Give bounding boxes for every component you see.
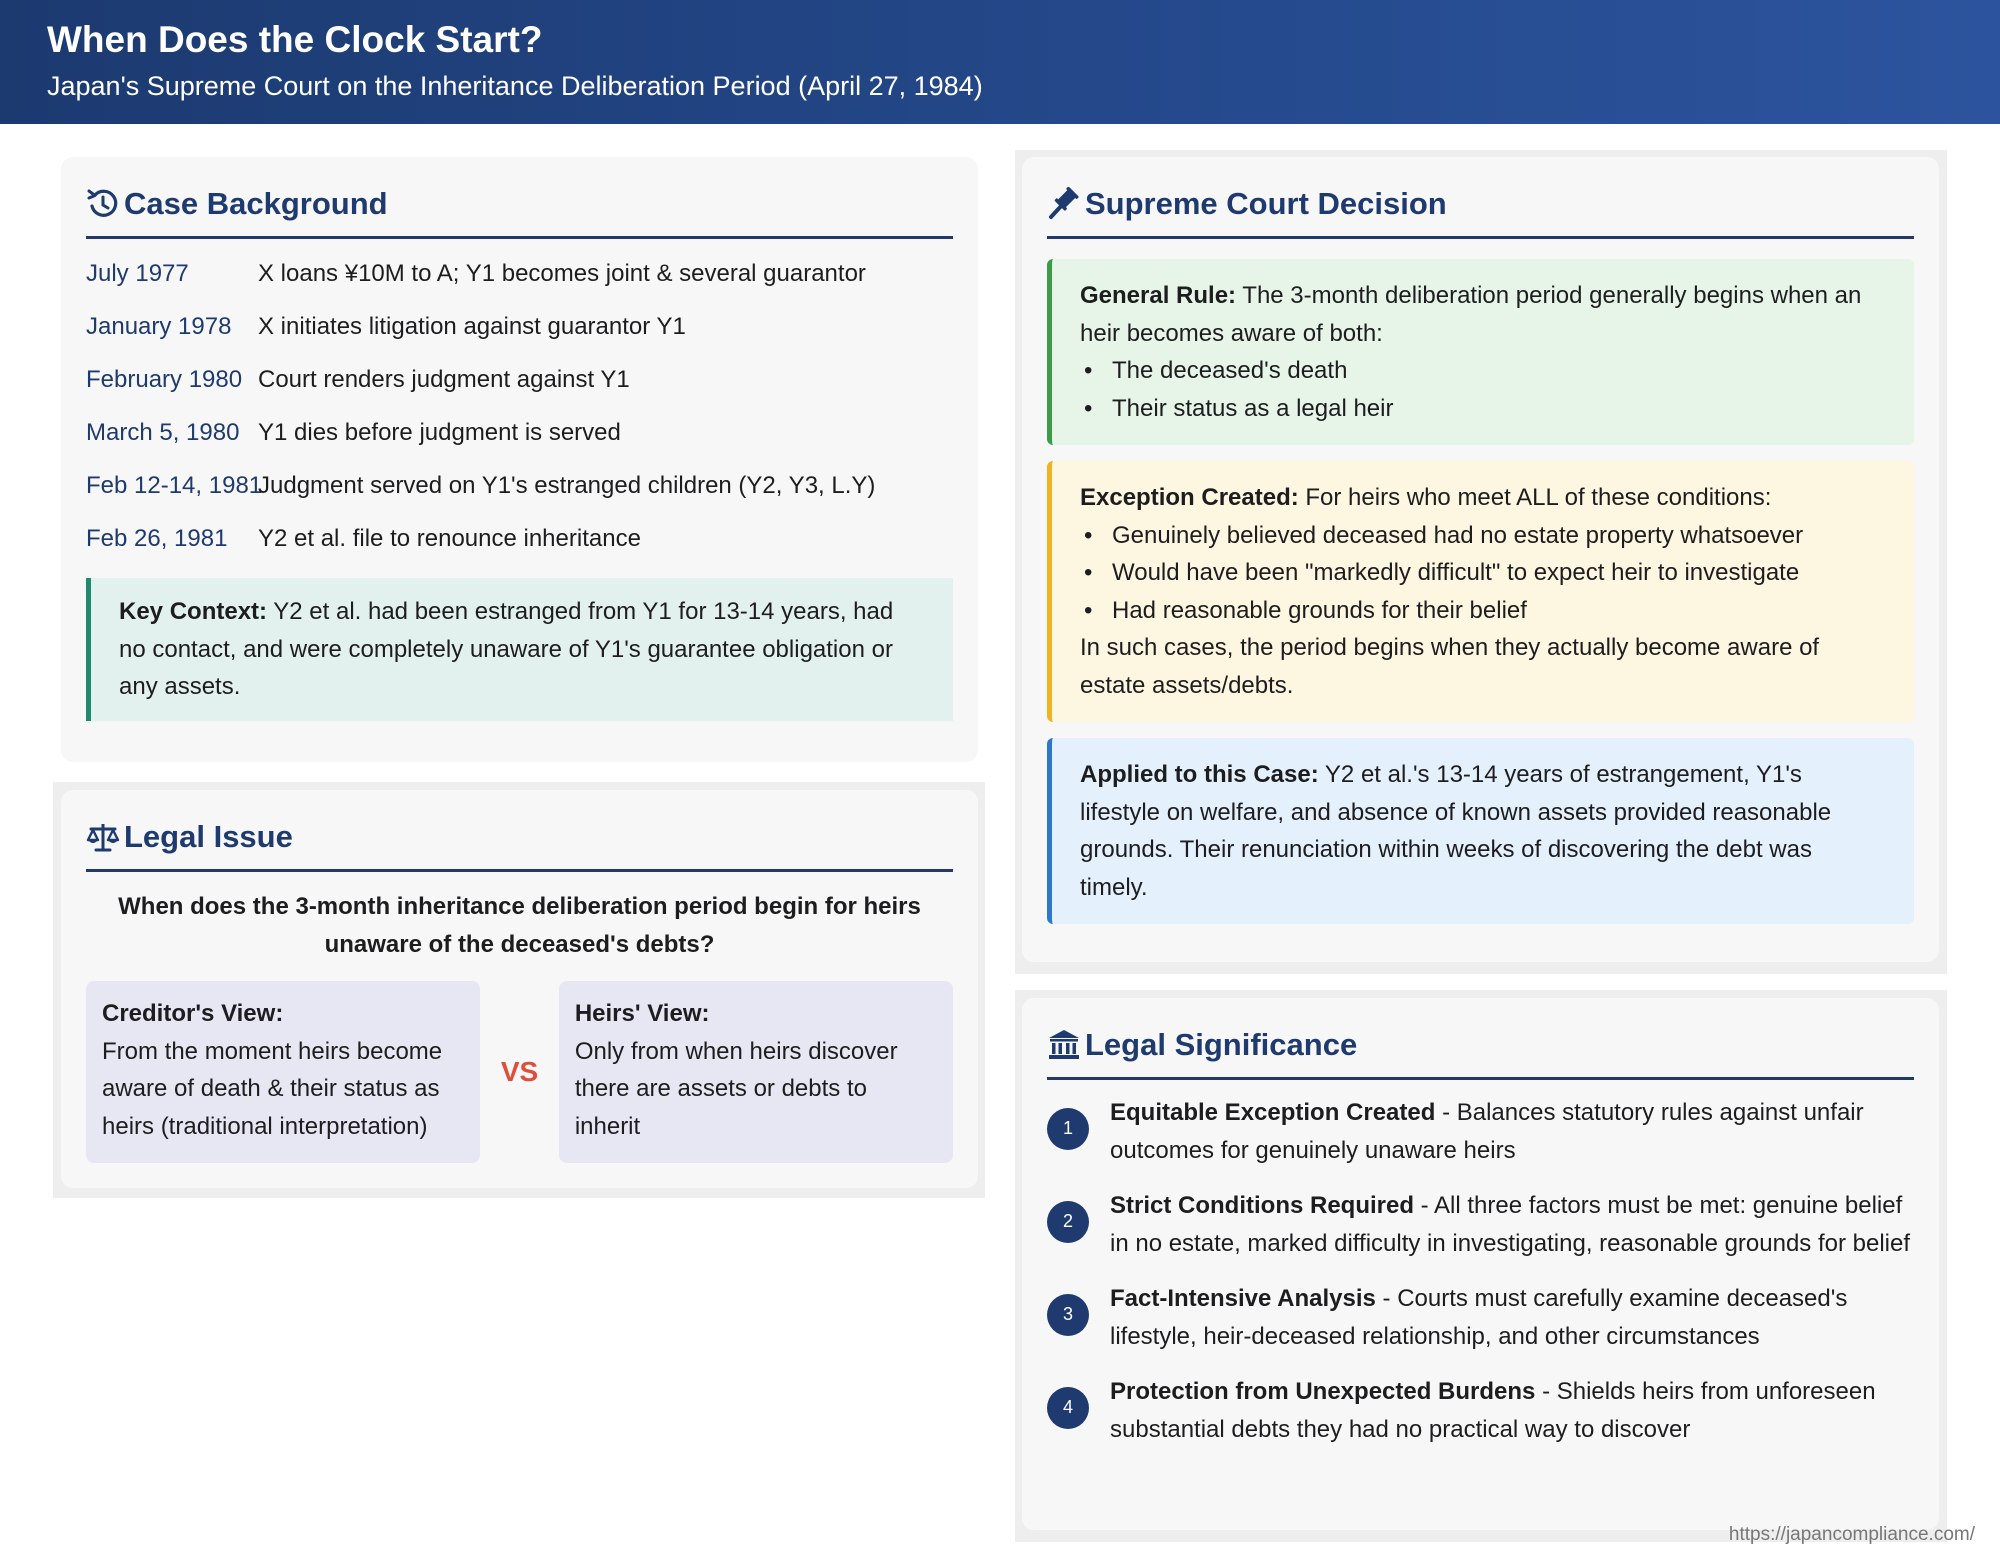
case-background-title: Case Background: [124, 185, 388, 221]
page-title: When Does the Clock Start?: [47, 19, 543, 60]
applied-label: Applied to this Case:: [1080, 761, 1319, 788]
key-context-text: Y2 et al. had been estranged from Y1 for 13-14 years, had no contact, and were completely unaware of Y1's guarantee obligation or any assets.: [119, 598, 894, 700]
item-text: - All three factors must be met: genuine belief in no estate, marked difficulty in investigating, reasonable grounds for belief: [1110, 1192, 1911, 1257]
timeline-event: Court renders judgment against Y1: [258, 366, 630, 393]
timeline-event: Judgment served on Y1's estranged children (Y2, Y3, L.Y): [258, 472, 876, 499]
item-label: Fact-Intensive Analysis: [1110, 1285, 1376, 1312]
legal-issue-heading: [86, 814, 953, 872]
heirs-view-label: Heirs' View:: [574, 1000, 710, 1027]
list-item: [1047, 1094, 1914, 1169]
exception-list: [1080, 517, 1886, 630]
timeline-date: February 1980: [86, 366, 243, 393]
list-item: [1047, 1373, 1914, 1448]
list-item: • Their status as a legal heir: [1080, 390, 1886, 428]
exception-text: For heirs who meet ALL of these conditions:: [1298, 484, 1772, 511]
courthouse-icon: [1047, 1028, 1081, 1062]
decision-heading: [1047, 181, 1914, 239]
item-text: - Balances statutory rules against unfair outcomes for genuinely unaware heirs: [1110, 1099, 1864, 1164]
timeline-event: X loans ¥10M to A; Y1 becomes joint & several guarantor: [258, 260, 866, 287]
significance-list: [1047, 1094, 1914, 1448]
timeline-row: [86, 247, 953, 300]
item-label: Strict Conditions Required: [1110, 1192, 1415, 1219]
item-number-badge: 1: [1047, 1108, 1089, 1150]
item-number-badge: 2: [1047, 1201, 1089, 1243]
timeline-date: Feb 12-14, 1981: [86, 472, 263, 499]
significance-card: [1022, 998, 1939, 1530]
significance-title: Legal Significance: [1085, 1026, 1358, 1062]
list-item: • The deceased's death: [1080, 352, 1886, 390]
list-item: • Had reasonable grounds for their belief: [1080, 592, 1886, 630]
item-label: Protection from Unexpected Burdens: [1110, 1378, 1536, 1405]
timeline: [86, 247, 953, 565]
timeline-date: Feb 26, 1981: [86, 525, 228, 552]
key-context-box: [86, 578, 953, 721]
timeline-event: X initiates litigation against guarantor Y1: [258, 313, 686, 340]
list-item: [1047, 1187, 1914, 1262]
item-number-badge: 4: [1047, 1387, 1089, 1429]
timeline-event: Y1 dies before judgment is served: [258, 419, 621, 446]
timeline-date: July 1977: [86, 260, 189, 287]
gavel-icon: [1047, 187, 1081, 221]
general-rule-text: The 3-month deliberation period generally begins when an heir becomes aware of both:: [1080, 282, 1862, 347]
item-text: - Courts must carefully examine deceased's lifestyle, heir-deceased relationship, and other circumstances: [1110, 1285, 1848, 1350]
exception-label: Exception Created:: [1080, 484, 1299, 511]
scales-icon: [86, 820, 120, 854]
key-context-label: Key Context:: [119, 598, 268, 625]
heirs-view-text: Only from when heirs discover there are assets or debts to inherit: [574, 1037, 898, 1140]
views-comparison: [86, 981, 953, 1163]
item-text: - Shields heirs from unforeseen substantial debts they had no practical way to discover: [1110, 1378, 1876, 1443]
creditor-view-box: [86, 981, 480, 1163]
significance-heading: [1047, 1022, 1914, 1080]
heirs-view-box: [559, 981, 953, 1163]
timeline-row: [86, 459, 953, 512]
timeline-event: Y2 et al. file to renounce inheritance: [258, 525, 641, 552]
applied-text: Y2 et al.'s 13-14 years of estrangement, Y1's lifestyle on welfare, and absence of known assets provided reasonable grounds. Their renunciation within weeks of discovering the debt was timely.: [1080, 761, 1832, 901]
page-subtitle: Japan's Supreme Court on the Inheritance Deliberation Period (April 27, 1984): [47, 71, 983, 101]
legal-issue-title: Legal Issue: [124, 818, 293, 854]
list-item: • Would have been "markedly difficult" to expect heir to investigate: [1080, 554, 1886, 592]
timeline-row: [86, 353, 953, 406]
case-background-card: [61, 157, 978, 762]
exception-footer: In such cases, the period begins when they actually become aware of estate assets/debts.: [1080, 634, 1820, 699]
general-rule-label: General Rule:: [1080, 282, 1237, 309]
item-label: Equitable Exception Created: [1110, 1099, 1436, 1126]
decision-card: [1022, 157, 1939, 962]
list-item: [1047, 1280, 1914, 1355]
vs-label: VS: [500, 1056, 539, 1087]
creditor-view-label: Creditor's View:: [102, 1000, 284, 1027]
legal-question: When does the 3-month inheritance deliberation period begin for heirs unaware of the deceased's debts?: [118, 893, 921, 958]
timeline-date: January 1978: [86, 313, 232, 340]
case-background-heading: [86, 181, 953, 239]
exception-box: [1047, 461, 1914, 722]
applied-box: [1047, 738, 1914, 924]
timeline-row: [86, 406, 953, 459]
creditor-view-text: From the moment heirs become aware of death & their status as heirs (traditional interpretation): [102, 1037, 443, 1140]
timeline-row: [86, 512, 953, 565]
decision-title: Supreme Court Decision: [1085, 185, 1447, 221]
legal-issue-card: [61, 790, 978, 1188]
timeline-date: March 5, 1980: [86, 419, 240, 446]
general-rule-list: [1080, 352, 1886, 427]
list-item: • Genuinely believed deceased had no estate property whatsoever: [1080, 517, 1886, 555]
source-url: https://japancompliance.com/: [1728, 1524, 1975, 1545]
general-rule-box: [1047, 259, 1914, 445]
timeline-row: [86, 300, 953, 353]
item-number-badge: 3: [1047, 1294, 1089, 1336]
page-header: [0, 0, 2000, 124]
history-clock-icon: [86, 187, 120, 221]
